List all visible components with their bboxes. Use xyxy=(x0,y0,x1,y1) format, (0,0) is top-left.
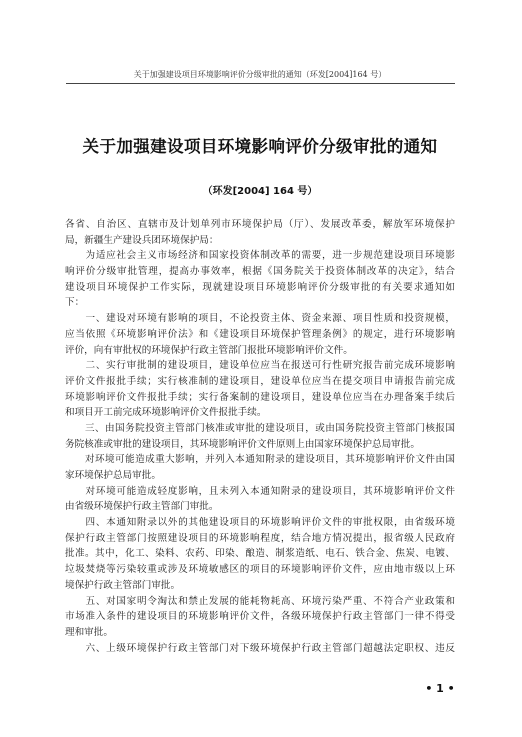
body-line: 六、上级环境保护行政主管部门对下级环境保护行政主管部门超越法定职权、违反 xyxy=(65,642,455,654)
body-line: 由省级环境保护行政主管部门审批。 xyxy=(65,501,219,513)
body-line: 保护行政主管部门按照建设项目的环境影响程度，结合地方情况提出，报省级人民政府 xyxy=(65,532,455,544)
body-line: 理和审批。 xyxy=(65,626,113,638)
body-line: 响评价分级审批管理，提高办事效率，根据《国务院关于投资体制改革的决定》，结合 xyxy=(65,266,455,278)
body-line: 五、对国家明令淘汰和禁止发展的能耗物耗高、环境污染严重、不符合产业政策和 xyxy=(65,595,455,607)
body-line: 下： xyxy=(65,297,85,309)
body-line: 二、实行审批制的建设项目，建设单位应当在报送可行性研究报告前完成环境影响 xyxy=(65,360,455,372)
body-line: 各省、自治区、直辖市及计划单列市环境保护局（厅）、发展改革委，解放军环境保护 xyxy=(65,219,455,230)
body-line: 为适应社会主义市场经济和国家投资体制改革的需要，进一步规范建设项目环境影 xyxy=(65,250,455,262)
body-line: 局，新疆生产建设兵团环境保护局： xyxy=(65,234,219,246)
body-line: 应当依照《环境影响评价法》和《建设项目环境保护管理条例》的规定，进行环境影响 xyxy=(65,328,455,340)
body-line: 评价文件报批手续；实行核准制的建设项目，建设单位应当在提交项目申请报告前完成 xyxy=(65,375,455,387)
document-title: 关于加强建设项目环境影响评价分级审批的通知 xyxy=(82,137,438,156)
body-line: 建设项目环境保护工作实际，现就建设项目环境影响评价分级审批的有关要求通知如 xyxy=(65,281,455,293)
body-line: 环境影响评价文件报批手续；实行备案制的建设项目，建设单位应当在办理备案手续后 xyxy=(65,391,455,403)
body-line: 四、本通知附录以外的其他建设项目的环境影响评价文件的审批权限，由省级环境 xyxy=(65,517,455,529)
document-body xyxy=(65,217,455,656)
body-line: 垃圾焚烧等污染较重或涉及环境敏感区的项目的环境影响评价文件，应由地市级以上环 xyxy=(65,564,455,576)
page-number: • 1 • xyxy=(425,682,455,695)
body-line: 对环境可能造成重大影响，并列入本通知附录的建设项目，其环境影响评价文件由国 xyxy=(65,454,455,466)
running-header: 关于加强建设项目环境影响评价分级审批的通知（环发[2004]164 号） xyxy=(133,70,387,79)
body-line: 市场准入条件的建设项目的环境影响评价文件，各级环境保护行政主管部门一律不得受 xyxy=(65,611,455,623)
body-line: 评价，向有审批权的环境保护行政主管部门报批环境影响评价文件。 xyxy=(65,344,353,356)
body-line: 对环境可能造成轻度影响，且未列入本通知附录的建设项目，其环境影响评价文件 xyxy=(65,485,455,497)
body-line: 和项目开工前完成环境影响评价文件报批手续。 xyxy=(65,407,267,419)
header-rule xyxy=(66,83,455,84)
body-line: 家环境保护总局审批。 xyxy=(65,470,161,481)
body-line: 三、由国务院投资主管部门核准或审批的建设项目，或由国务院投资主管部门核报国 xyxy=(65,422,455,434)
body-line: 一、建设对环境有影响的项目，不论投资主体、资金来源、项目性质和投资规模， xyxy=(65,313,455,325)
body-line: 批准。其中，化工、染料、农药、印染、酿造、制浆造纸、电石、铁合金、焦炭、电镀、 xyxy=(65,548,455,560)
document-number: （环发[2004] 164 号） xyxy=(202,186,318,197)
body-line: 务院核准或审批的建设项目，其环境影响评价文件原则上由国家环境保护总局审批。 xyxy=(65,438,420,450)
body-line: 境保护行政主管部门审批。 xyxy=(65,579,181,591)
